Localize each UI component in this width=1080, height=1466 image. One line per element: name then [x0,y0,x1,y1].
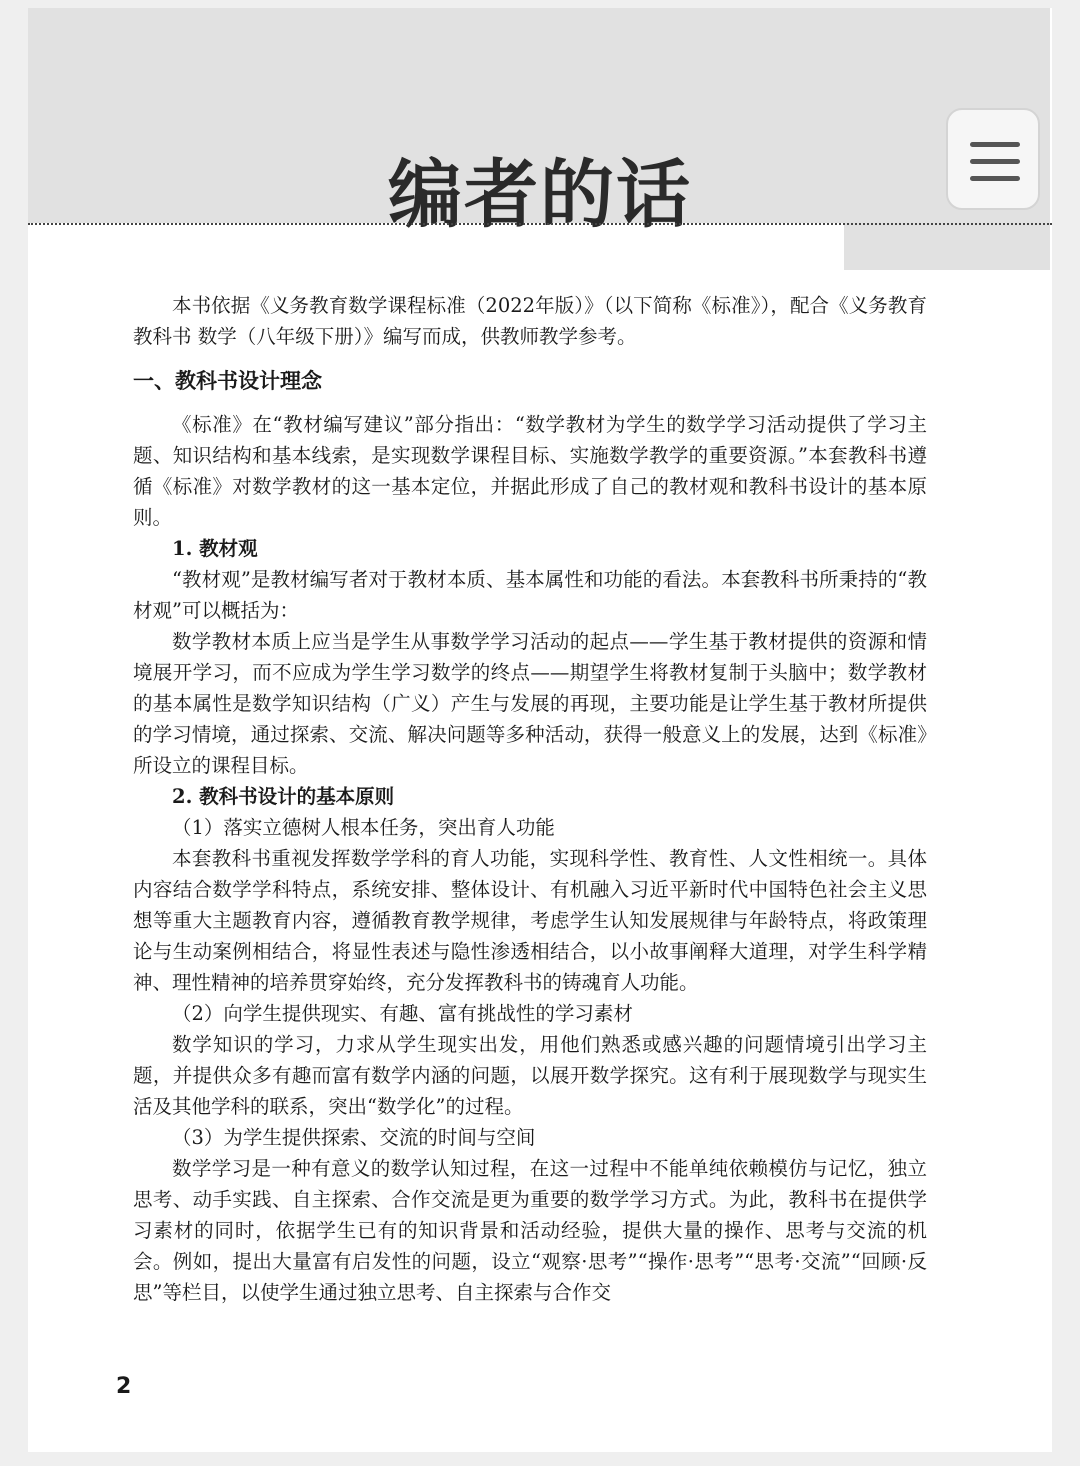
menu-bar-top [970,142,1020,147]
item-heading: （2）向学生提供现实、有趣、富有挑战性的学习素材 [172,1002,633,1025]
item-heading: （1）落实立德树人根本任务，突出育人功能 [172,816,555,839]
header-divider [28,223,1052,225]
paragraph: 数学学习是一种有意义的数学认知过程，在这一过程中不能单纯依赖模仿与记忆，独立思考、动手实践、自主探索、合作交流是更为重要的数学学习方式。为此，教科书在提供学习素材的同时，依据学生已有的知识背景和活动经验，提供大量的操作、思考与交流的机会。例如，提出大量富有启发性的问题，设立“观察·思考”“操作·思考”“思考·交流”“回顾·反思”等栏目，以使学生通过独立思考、自主探索与合作交 [133,1157,927,1304]
document-page [28,8,1052,1452]
menu-bar-bottom [970,176,1020,181]
menu-bar-middle [970,159,1020,164]
paragraph: 本套教科书重视发挥数学学科的育人功能，实现科学性、教育性、人文性相统一。具体内容结合数学学科特点，系统安排、整体设计、有机融入习近平新时代中国特色社会主义思想等重大主题教育内容，遵循教育教学规律，考虑学生认知发展规律与年龄特点，将政策理论与生动案例相结合，将显性表述与隐性渗透相结合，以小故事阐释大道理，对学生科学精神、理性精神的培养贯穿始终，充分发挥教科书的铸魂育人功能。 [133,847,927,994]
hamburger-menu-icon[interactable] [946,108,1040,210]
paragraph: 《标准》在“教材编写建议”部分指出：“数学教材为学生的数学学习活动提供了学习主题、知识结构和基本线索，是实现数学课程目标、实施数学教学的重要资源。”本套教科书遵循《标准》对数学教材的这一基本定位，并据此形成了自己的教材观和教科书设计的基本原则。 [133,413,927,529]
page-title: 编者的话 [388,152,692,238]
paragraph: “教材观”是教材编写者对于教材本质、基本属性和功能的看法。本套教科书所秉持的“教材观”可以概括为： [133,568,927,622]
subsection-heading: 2. 教科书设计的基本原则 [172,785,395,808]
page-number: 2 [116,1374,132,1399]
body-text [133,290,927,1308]
item-heading: （3）为学生提供探索、交流的时间与空间 [172,1126,536,1149]
paragraph: 数学教材本质上应当是学生从事数学学习活动的起点——学生基于教材提供的资源和情境展开学习，而不应成为学生学习数学的终点——期望学生将教材复制于头脑中；数学教材的基本属性是数学知识结构（广义）产生与发展的再现，主要功能是让学生基于教材所提供的学习情境，通过探索、交流、解决问题等多种活动，获得一般意义上的发展，达到《标准》所设立的课程目标。 [133,630,927,777]
intro-paragraph: 本书依据《义务教育数学课程标准（2022年版）》（以下简称《标准》），配合《义务教育教科书 数学（八年级下册）》编写而成，供教师教学参考。 [133,294,927,348]
subsection-heading: 1. 教材观 [172,537,258,560]
section-heading: 一、教科书设计理念 [133,369,322,393]
paragraph: 数学知识的学习，力求从学生现实出发，用他们熟悉或感兴趣的问题情境引出学习主题，并提供众多有趣而富有数学内涵的问题，以展开数学探究。这有利于展现数学与现实生活及其他学科的联系，突出“数学化”的过程。 [133,1033,927,1118]
